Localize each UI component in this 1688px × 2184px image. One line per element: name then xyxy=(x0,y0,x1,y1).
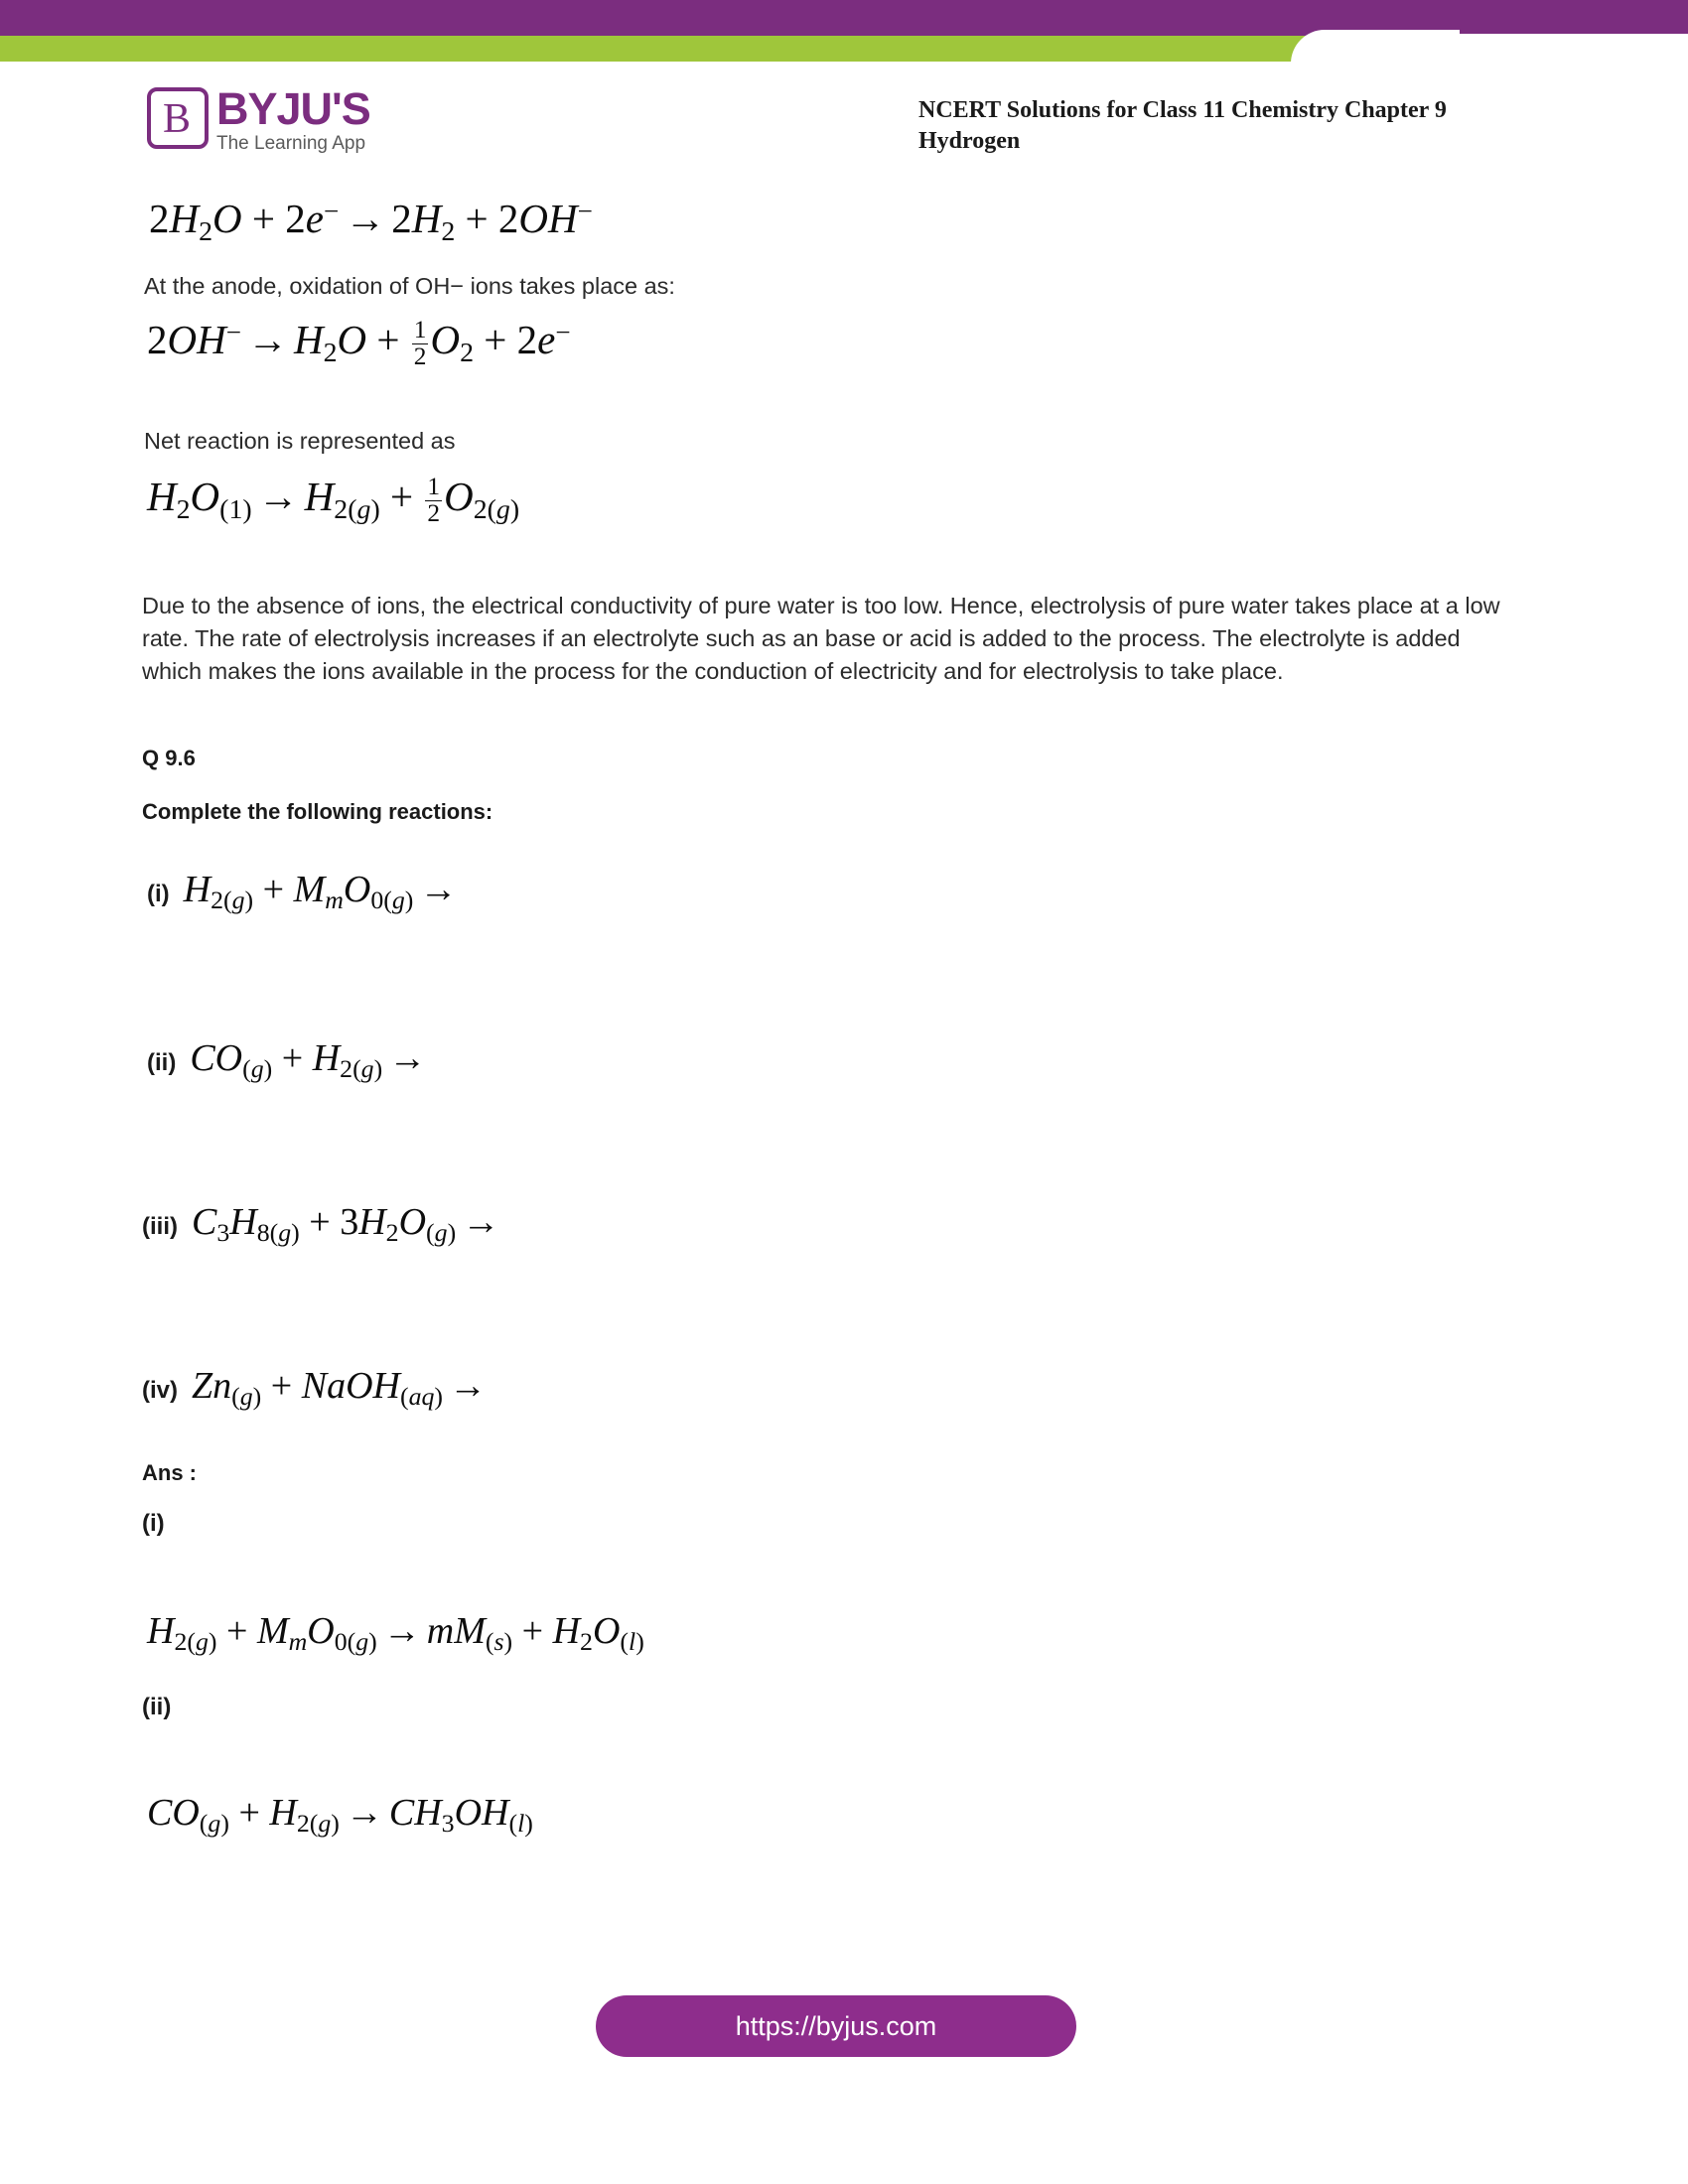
question-item-ii xyxy=(147,1036,432,1084)
item-equation-iv: $Zn_{(g)}$ + NaOH$_{(aq)}$ → xyxy=(192,1365,487,1412)
answer-equation-ii: $CO_{(g)} + H_{2(g)} \to CH_3OH_{(l)}$ xyxy=(147,1792,533,1839)
item-equation-ii: $CO_{(g)} + H_{2(g)}$ → xyxy=(190,1037,427,1084)
net-reaction-description: Net reaction is represented as xyxy=(144,428,456,454)
item-label-iv: (iv) xyxy=(142,1377,178,1404)
page-top-decoration xyxy=(0,0,1688,62)
item-equation-iii: $C_3H_{8(g)} + 3H_2O_{(g)}$ → xyxy=(192,1201,500,1248)
question-item-iv xyxy=(142,1364,492,1412)
item-label-i: (i) xyxy=(147,881,170,907)
footer-url-text[interactable]: https://byjus.com xyxy=(735,2010,937,2041)
answer-label-i: (i) xyxy=(142,1510,165,1537)
logo-letter: B xyxy=(163,96,192,142)
question-item-i xyxy=(147,868,463,915)
page-title-line1: NCERT Solutions for Class 11 Chemistry Chapter 9 xyxy=(918,97,1447,123)
answer-label: Ans : xyxy=(142,1460,197,1485)
footer-url-pill[interactable] xyxy=(596,1995,1076,2057)
equation-anode: $2OH^- \to H_2O$ + $\frac{1}{2}$ $O_2 + 2e^-$ xyxy=(147,315,571,370)
equation-net: $H_2O_{(1)} \to H_{2(g)}$ + $\frac{1}{2}$ $O_{2(g)}$ xyxy=(147,472,520,527)
logo-badge-icon xyxy=(147,87,209,149)
logo-subtitle: The Learning App xyxy=(216,133,366,154)
question-number: Q 9.6 xyxy=(142,746,196,770)
anode-description: At the anode, oxidation of OH− ions takes place as: xyxy=(144,273,675,299)
item-label-ii: (ii) xyxy=(147,1049,177,1076)
logo-title: BYJU'S xyxy=(216,83,370,134)
explanation-paragraph: Due to the absence of ions, the electrical conductivity of pure water is too low. Hence, electrolysis of pure water takes place at a low rate. The rate of electrolysis increases if an electrolyte such as an base or acid is added to the process. The electrolyte is added which makes the ions available in the process for the conduction of electricity and for electrolysis to take place. xyxy=(142,593,1500,684)
answer-equation-i: $H_{2(g)} + M_mO_{0(g)} \to mM_{(s)} + H_2O_{(l)}$ xyxy=(147,1610,644,1657)
purple-bar-right xyxy=(1460,0,1688,34)
byjus-logo xyxy=(147,83,370,155)
question-text: Complete the following reactions: xyxy=(142,799,493,824)
green-bar xyxy=(0,36,1336,62)
item-equation-i: $H_{2(g)} + M_mO_{0(g)}$ → xyxy=(183,869,458,915)
answer-label-ii: (ii) xyxy=(142,1694,172,1720)
page-title-line2: Hydrogen xyxy=(918,128,1021,154)
equation-cathode: $2H_2O + 2e^- \to 2H_2 + 2OH^-$ xyxy=(149,196,593,247)
item-label-iii: (iii) xyxy=(142,1213,178,1240)
page-header xyxy=(0,83,1688,177)
page-title xyxy=(918,95,1594,157)
decoration-notch xyxy=(1291,30,1688,62)
question-item-iii xyxy=(142,1200,505,1248)
